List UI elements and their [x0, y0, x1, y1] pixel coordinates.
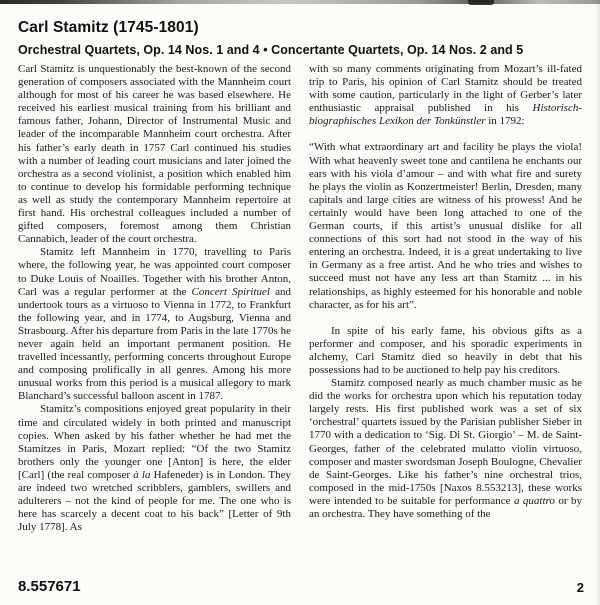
scan-artifact-blob	[468, 0, 494, 5]
text-run: and undertook tours as a virtuoso to Vienna in 1772, to Frankfurt the following year, and in 1774, to Augsburg, Vienna and Strasbourg. After his departure from Paris in the late 1770s he never again held an important permanent position. He travelled incessantly, performing concerts throughout Europe and composing prolifically in all genres. Among his more unusual works from this period is a musical allegory to mark Blanchard’s successful balloon ascent in 1787.	[18, 285, 291, 403]
page-header	[18, 19, 584, 58]
text-run: “With what extraordinary art and facility he plays the viola! With what heavenly sweet tone and cantilena he enchants our ears with his viola d’amour – and with what fire and surety he plays the violin as Konzertmeister! Berlin, Dresden, many capitals and large cities are witness of his prowess! And he certainly would have been long attached to one of the German courts, if this artist’s unusual dislike for all connections of this sort had not stood in the way of his entering an orchestra. Indeed, it is a great undertaking to live in Germany as a free artist. And he who tries and wishes to succeed must not have any less art than Stamitz ... in his relationships, as highly esteemed for his honorable and noble character, as for his art”.	[309, 141, 582, 311]
body-text	[18, 63, 582, 575]
paragraph	[309, 325, 582, 377]
page-number: 2	[576, 580, 584, 595]
text-run: in 1792:	[485, 115, 525, 128]
paragraph	[18, 403, 291, 534]
scan-artifact-right-edge	[595, 0, 600, 605]
text-run: In spite of his early fame, his obvious gifts as a performer and composer, and his sporadic experiments in alchemy, Carl Stamitz died so heavily in debt that his possessions had to be auctioned to help pay his creditors.	[309, 324, 582, 376]
page-subtitle: Orchestral Quartets, Op. 14 Nos. 1 and 4 • Concertante Quartets, Op. 14 Nos. 2 and 5	[18, 43, 524, 57]
right-column	[309, 63, 582, 575]
italic-text: Historisch-biographisches Lexikon der Tonkünstler	[309, 102, 582, 128]
italic-text: a quattro	[513, 494, 555, 507]
italic-text: à la	[133, 468, 151, 481]
page-title: Carl Stamitz (1745-1801)	[18, 19, 199, 36]
left-column	[18, 63, 291, 575]
paragraph	[309, 63, 582, 128]
scan-artifact-top-strip	[0, 0, 600, 4]
text-run: or by an orchestra. They have something of the	[309, 494, 582, 520]
catalog-number: 8.557671	[18, 578, 81, 595]
paragraph	[309, 141, 582, 311]
text-run: Stamitz left Mannheim in 1770, travelling to Paris where, the following year, he was appointed court composer to Duke Louis of Noailles. Together with his brother Anton, Carl was a regular performer at the	[18, 246, 291, 298]
text-run: Stamitz’s compositions enjoyed great popularity in their time and circulated widely in both printed and manuscript copies. When asked by his father whether he had met the Stamitzes in Paris, Mozart replied: “Of the two Stamitz brothers only the younger one [Anton] is here, the elder [Carl] (the real composer	[18, 403, 291, 481]
text-run: Stamitz composed nearly as much chamber music as he did the works for orchestra upon which his reputation today largely rests. His first published work was a set of six ‘orchestral’ quartets issued by the Parisian publisher Sieber in 1770 with a dedication to ‘Sig. Di St. Giorgio’ – M. de Saint-Georges, father of the celebrated mulatto violin virtuoso, composer and master swordsman Joseph Boulogne, Chevalier de Saint-Georges. Like his father’s nine orchestral trios, composed in the mid-1750s [Naxos 8.553213], these works were intended to be suitable for performance	[309, 377, 582, 507]
text-run: Hafeneder) is in London. They are indeed two wretched scribblers, gamblers, swillers and adulterers – not the kind of people for me. The one who is here has scarcely a decent coat to his back” [Letter of 9th July 1778]. As	[18, 468, 291, 534]
paragraph	[18, 246, 291, 403]
text-run: Carl Stamitz is unquestionably the best-known of the second generation of composers associated with the Mannheim court although for most of his career he was based elsewhere. He received his earliest musical training from his brilliant and famous father, Johann, Director of Instrumental Music and leader of the incomparable Mannheim court orchestra. After his father’s early death in 1757 Carl continued his studies with a number of leading court musicians and later joined the orchestra as a second violinist, a position which enabled him to continue to develop his formidable performing technique as well as study the contemporary Mannheim repertoire at first hand. His orchestral colleagues included a number of gifted composers, foremost among them Christian Cannabich, leader of the court orchestra.	[18, 63, 291, 246]
text-run: with so many comments originating from Mozart’s ill-fated trip to Paris, his opinion of Carl Stamitz should be treated with some caution, particularly in the light of Gerber’s later enthusiastic appraisal published in his	[309, 63, 582, 115]
italic-text: Concert Spirituel	[191, 285, 270, 298]
paragraph	[309, 377, 582, 521]
paragraph	[18, 63, 291, 246]
